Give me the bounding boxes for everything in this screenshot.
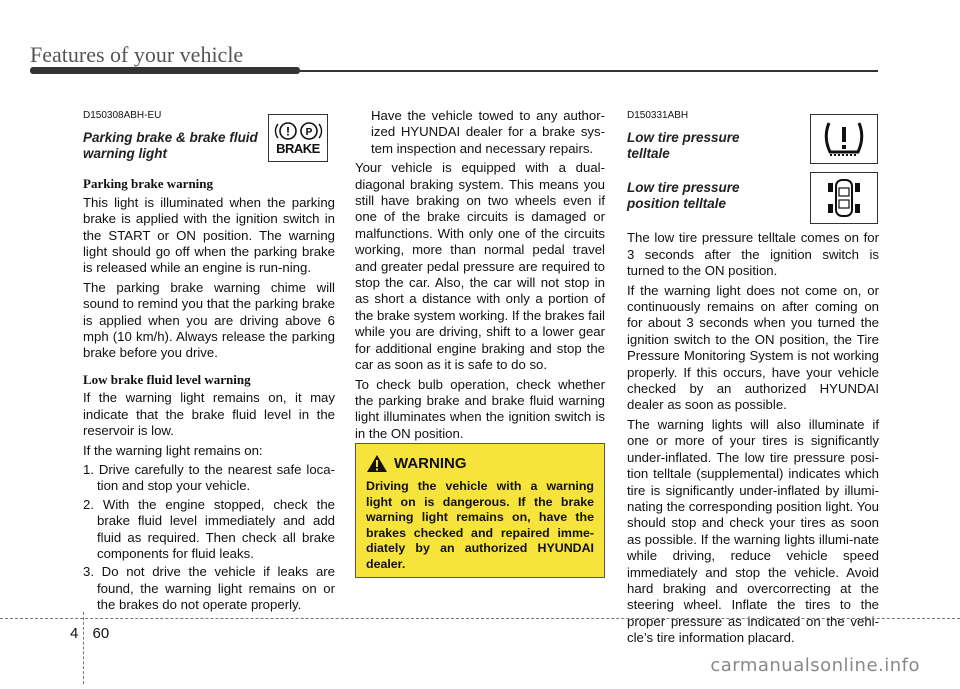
low-tire-pressure-icon <box>810 114 878 164</box>
paragraph: Your vehicle is equipped with a dual-diagonal braking system. This means you still have braking on two wheels even if one of the brake circuits is damaged or malfunctions. With only one of the circuits working, more than normal pedal travel and greater pedal pressure are required to stop the car. Also, the car will not stop in as short a distance with only a portion of the brake system working. If the brakes fail while you are driving, shift to a lower gear for additional engine braking and stop the car as soon as it is safe to do so. <box>355 160 605 373</box>
svg-text:P: P <box>305 127 313 138</box>
brake-icon-label: BRAKE <box>276 141 320 156</box>
paragraph: The parking brake warning chime will sound to remind you that the parking brake is applied when you are driving above 6 mph (10 km/h). Always release the parking brake before you drive. <box>83 279 335 361</box>
warning-heading-text: WARNING <box>394 455 467 472</box>
paragraph: The low tire pressure telltale comes on for 3 seconds after the ignition switch is turned to the ON position. <box>627 230 879 279</box>
list-item: 2. With the engine stopped, check the brake fluid level immediately and add fluid as required. Then check all brake components for fluid leaks. <box>83 496 335 561</box>
column-1 <box>83 108 335 616</box>
header-rule <box>300 70 878 72</box>
warning-heading <box>366 454 594 473</box>
paragraph: The warning lights will also illuminate if one or more of your tires is significantly under-inflated. The low tire pressure posi-tion telltale (supplemental) indicates which tire is significantly under-inflated by illumi-nating the corresponding position light. You should stop and check your tires as soon as possible. If the warning lights illumi-nate while driving, reduce vehicle speed immediately and stop the vehicle. Avoid hard braking and overcorrecting at the steering wheel. Inflate the tires to the proper pressure as indicated on the vehi-cle’s tire information placard. <box>627 416 879 646</box>
chapter-number: 4 <box>70 625 79 642</box>
column-2 <box>355 108 605 445</box>
subheading-brake-fluid: Low brake fluid level warning <box>83 371 251 387</box>
tire-pressure-icon <box>820 119 868 159</box>
footer-vertical-line <box>83 612 84 684</box>
steps-list <box>83 462 335 614</box>
page-number-value: 60 <box>92 625 110 642</box>
tire-position-icon <box>810 172 878 224</box>
page-number <box>70 625 109 642</box>
paragraph: If the warning light does not come on, or continuously remains on after coming on for about 3 seconds when you turned the ignition switch to the ON position, the Tire Pressure Monitoring System is not working properly. If this occurs, have your vehicle checked by an authorized HYUNDAI dealer as soon as possible. <box>627 282 879 413</box>
brake-warning-icon <box>268 114 328 162</box>
paragraph: This light is illuminated when the parking brake is applied with the ignition switch in the START or ON position. The warning light should go off when the parking brake is released while an engine is run-ning. <box>83 194 335 276</box>
list-item: 3. Do not drive the vehicle if leaks are found, the warning light remains on or the brakes do not operate properly. <box>83 564 335 613</box>
section-code: D150308ABH-EU <box>83 110 162 121</box>
section-code: D150331ABH <box>627 110 689 121</box>
section-title: Parking brake & brake fluid warning light <box>83 130 258 162</box>
footer-dashed-line <box>0 618 960 619</box>
svg-text:!: ! <box>286 124 290 139</box>
section-title-tire-position: Low tire pressure position telltale <box>627 180 740 212</box>
list-item: 1. Drive carefully to the nearest safe loca-tion and stop your vehicle. <box>83 461 335 494</box>
paragraph: To check bulb operation, check whether the parking brake and brake fluid warning light illuminates when the ignition switch is in the ON position. <box>355 376 605 441</box>
paragraph: If the warning light remains on: <box>83 442 263 458</box>
subheading-parking-brake: Parking brake warning <box>83 176 214 192</box>
warning-text: Driving the vehicle with a warning light on is dangerous. If the brake warning light remains on, have the brakes checked and repaired imme-diately by an authorized HYUNDAI dealer. <box>366 479 594 571</box>
page-header-title: Features of your vehicle <box>30 42 244 67</box>
car-top-view-icon <box>824 176 864 220</box>
watermark: carmanualsonline.info <box>710 655 920 676</box>
warning-box <box>355 443 605 578</box>
brake-symbols-icon <box>273 120 323 142</box>
section-title-tire-pressure: Low tire pressure telltale <box>627 130 740 162</box>
paragraph: If the warning light remains on, it may indicate that the brake fluid level in the reservoir is low. <box>83 390 335 439</box>
header-bar <box>30 67 300 74</box>
warning-triangle-icon <box>366 454 388 473</box>
paragraph: Have the vehicle towed to any author-ized HYUNDAI dealer for a brake sys-tem inspection and necessary repairs. <box>371 108 605 156</box>
